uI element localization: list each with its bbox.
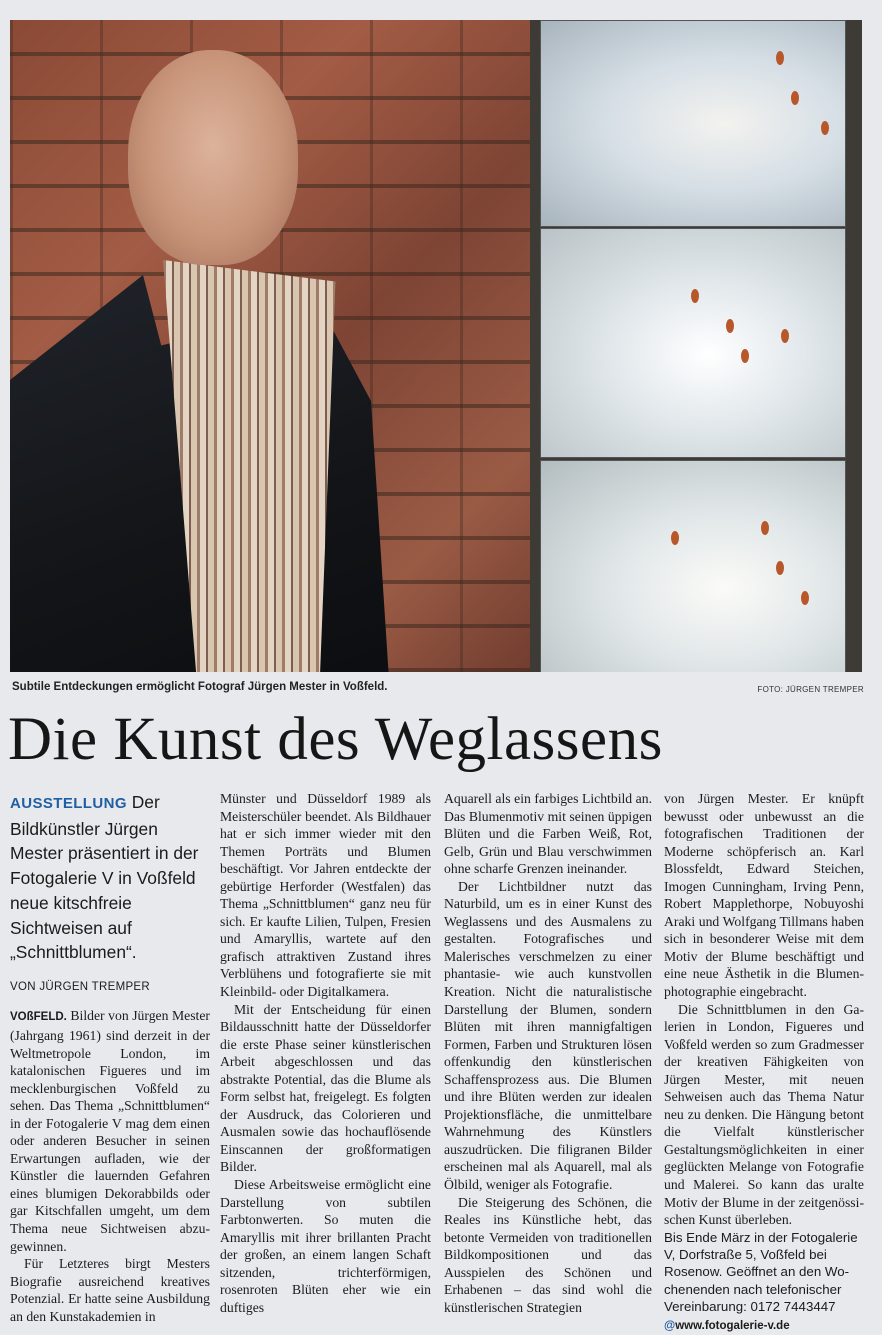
stamen xyxy=(726,319,734,333)
stamen xyxy=(821,121,829,135)
website-reference xyxy=(664,1318,864,1335)
body-paragraph: Diese Arbeitsweise ermöglicht eine Darstellung von subtilen Farbtonwerten. So muten die Amaryllis mit ihrer brillanten Pracht der großen, an einem langen Schaft sitzenden, trichterförmigen, rosenroten Blüten eher wie ein duftiges xyxy=(220,1177,431,1315)
dateline: VOßFELD. xyxy=(10,1011,67,1024)
web-at-icon: @ xyxy=(664,1319,676,1332)
column-1 xyxy=(10,790,210,1325)
photographer-portrait xyxy=(128,50,298,265)
body-paragraph: Für Letzteres birgt Mesters Biografie ausreichend kreatives Potenzial. Er hatte seine Ausbildung an den Kunstakademien in xyxy=(10,1256,210,1324)
exhibition-info: Bis Ende März in der Fotogalerie V, Dorfstraße 5, Voßfeld bei Rosenow. Geöffnet an den Wochenenden nach telefonischer Vereinbarung: 0172 7443447 xyxy=(664,1229,858,1315)
flower-triptych xyxy=(530,20,862,672)
lily-panel-2 xyxy=(540,228,846,458)
stamen xyxy=(781,329,789,343)
column-4 xyxy=(664,790,864,1335)
column-3 xyxy=(444,790,652,1316)
stamen xyxy=(776,51,784,65)
lily-panel-1 xyxy=(540,20,846,227)
body-paragraph: Der Lichtbildner nutzt das Naturbild, um es in einer Kunst des Weglassens und des Ausmalens zu gestalten. Fotografisches und Malerisches verschmelzen zu einer phantasie- wie auch kunstvollen Kreation. Nicht die naturalistische Darstellung der Blumen, sondern Blüten mit ihren mannigfaltigen Formen, Farben und Strukturen lösen offenkundig den künstlerischen Schaffensprozess aus. Die Blumen und ihre Blüten werden zur idealen Projektionsfläche, die unmittelbare Wahrnehmung des Künstlers auszudrücken. Die filigranen Bilder erscheinen mal als Aquarell, mal als Ölbild, weniger als Fotografie. xyxy=(444,878,652,1193)
stamen xyxy=(691,289,699,303)
lead-text: Der Bildkünstler Jürgen Mester präsentiert in der Fotogalerie V in Voßfeld neue kitschfreie Sichtweisen auf „Schnittblumen“. xyxy=(10,792,199,963)
column-2 xyxy=(220,790,431,1316)
stamen xyxy=(761,521,769,535)
body-paragraph: von Jürgen Mester. Er knüpft bewusst oder unbewusst an die fotografischen Traditionen der Moderne schöpferisch an. Karl Blossfeldt, Edward Steichen, Imogen Cunningham, Irving Penn, Robert Mapplethorpe, Nobuyoshi Araki und Wolfgang Tillmans haben sich in besonderer Weise mit dem Motiv der Blume beschäftigt und eine neue Ästhetik in die Blumenphotographie eingebracht. xyxy=(664,791,864,1000)
article-photo xyxy=(10,20,862,672)
headline: Die Kunst des Weglassens xyxy=(8,706,663,773)
section-kicker: AUSSTELLUNG xyxy=(10,795,127,812)
stamen xyxy=(791,91,799,105)
lead-paragraph xyxy=(10,790,210,965)
stamen xyxy=(801,591,809,605)
body-paragraph: Münster und Düsseldorf 1989 als Meisterschüler beendet. Als Bildhauer hat er sich immer wieder mit den Themen Porträts und Blumen beschäftigt. Vor Jahren entdeckte der gebürtige Herforder (Westfalen) das Thema „Schnittblumen“ ganz neu für sich. Er kaufte Lilien, Tulpen, Fresien und Amaryllis, wartete auf den grafisch attraktiven Zustand ihres Verblühens und fotografierte sie mit Kleinbild- oder Digitalkamera. xyxy=(220,791,431,1000)
lily-panel-3 xyxy=(540,460,846,672)
photo-credit: FOTO: JÜRGEN TREMPER xyxy=(757,685,864,694)
body-text: Bilder von Jürgen Mester (Jahrgang 1961) sind derzeit in der Weltmetropole London, im katalonischen Figueres und im mecklenburgischen Voßfeld zu sehen. Das Thema „Schnittblumen“ in der Fotogalerie V mag dem einen oder anderen Besucher in seinen Erwartungen aufladen, wie der Künstler die lauernden Gefahren eines blumigen Dekorabbilds oder gar Kitschfallen umgeht, um dem Thema neue Sichtweisen abzugewinnen. xyxy=(10,1008,210,1254)
website-url[interactable]: www.fotogalerie-v.de xyxy=(675,1319,790,1332)
body-paragraph: Aquarell als ein farbiges Lichtbild an. Das Blumenmotiv mit seinen üppigen Blüten und die Farben Weiß, Rot, Gelb, Grün und Blau verschwimmen ohne scharfe Grenzen ineinander. xyxy=(444,791,652,877)
body-paragraph: Die Schnittblumen in den Galerien in London, Figueres und Voßfeld werden so zum Gradmesser der kreativen Fähigkeiten von Jürgen Mester, mit neuen Sehweisen auch das Thema Natur neu zu denken. Die Hängung betont die Vielfalt künstlerischer Gestaltungsmöglichkeiten in einer geglückten Melange von Fotografie und Malerei. So kann das uralte Motiv der Blume in der zeitgenössischen Kunst überleben. xyxy=(664,1001,864,1228)
stamen xyxy=(776,561,784,575)
stamen xyxy=(671,531,679,545)
stamen xyxy=(741,349,749,363)
body-paragraph xyxy=(10,1007,210,1255)
photo-caption: Subtile Entdeckungen ermöglicht Fotograf Jürgen Mester in Voßfeld. xyxy=(12,681,388,693)
body-paragraph: Mit der Entscheidung für einen Bildausschnitt hatte der Düsseldorfer die erste Phase seiner künstlerischen Arbeit abgeschlossen und das abstrakte Potential, das die Blume als Form selbst hat, freigelegt. Es folgten der Ausdruck, das Colorieren und Ausmalen sowie das hochauflösende Einscannen der großformatigen Bilder. xyxy=(220,1001,431,1175)
byline: VON JÜRGEN TREMPER xyxy=(10,980,151,993)
body-paragraph: Die Steigerung des Schönen, die Reales ins Künstliche hebt, das betonte Vermeiden von traditionellen Bildkompositionen und das Ausspielen des Schönen und Erhabenen – das sind wohl die künstlerischen Strategien xyxy=(444,1194,652,1315)
